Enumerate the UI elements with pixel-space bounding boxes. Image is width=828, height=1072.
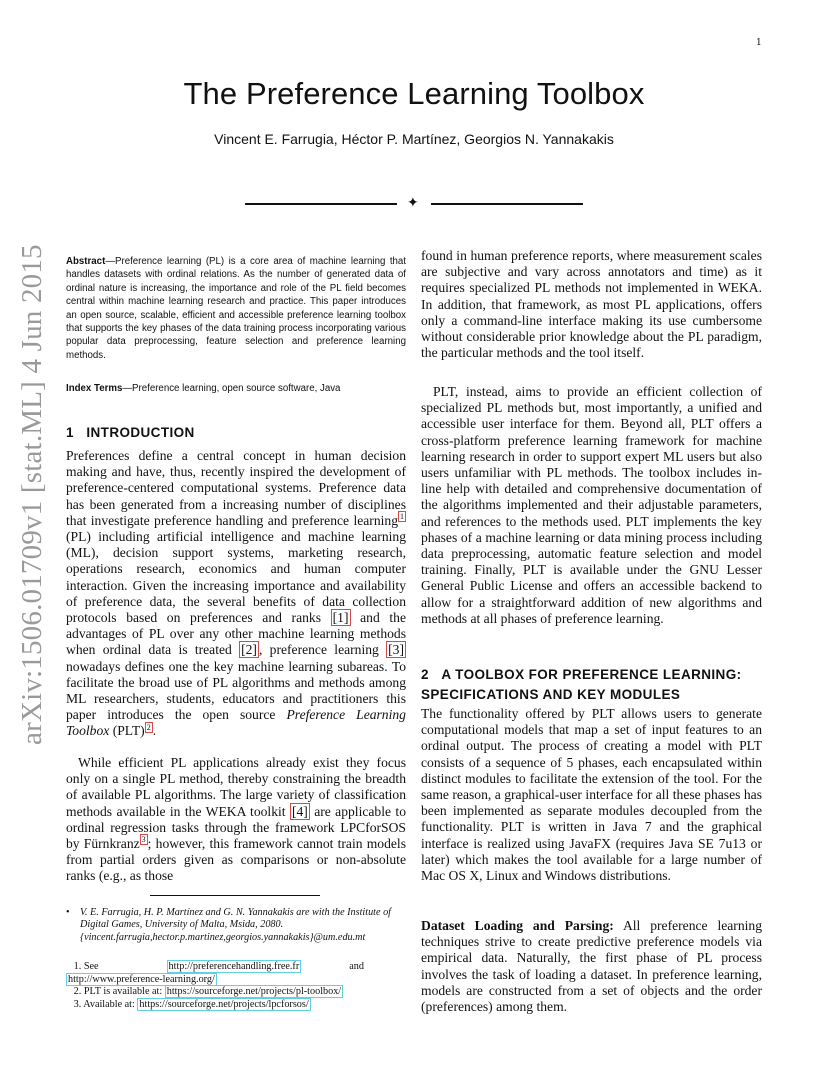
page-number: 1 bbox=[756, 38, 762, 48]
section-2-number: 2 bbox=[421, 667, 429, 682]
title-divider bbox=[245, 195, 585, 211]
divider-star-icon: ✦ bbox=[407, 195, 419, 211]
divider-line-left bbox=[245, 203, 397, 205]
intro-paragraph-1: Preferences define a central concept in human decision making and have, thus, recently inspired the development of preference-centered computational systems. Preference data has been generated from a increasing number of disciplines that investigate preference handling and preference learning $^1$ (PL) including artificial intelligence and machine learning (ML), decision support systems, marketing research, operations research, economics and human computer interaction. Given the increasing importance and availability of preference data, the several benefits of data collection protocols based on preferences and ranks [1] and the advantages of PL over any other machine learning methods when ordinal data is treated [2] , preference learning [3] nowadays defines one the key machine learning subareas. To facilitate the broad use of PL algorithms and methods among ML researchers, students, educators and practitioners this paper introduces the open source Preference Learning Toolbox (PLT) $^2$ . bbox=[66, 448, 406, 739]
section-1-title: INTRODUCTION bbox=[86, 425, 195, 440]
citation-1[interactable]: [1] bbox=[332, 610, 349, 626]
section-1-number: 1 bbox=[66, 425, 74, 440]
citation-2[interactable]: [2] bbox=[241, 642, 257, 658]
divider-line-right bbox=[431, 203, 583, 205]
right-paragraph-2: PLT, instead, aims to provide an efficient collection of specialized PL methods but, most importantly, a unified and accessible user interface for them. Beyond all, PLT offers a cross-platform preference learning framework for machine learning research in order to support expert ML users but also users unfamiliar with PL methods. The toolbox includes in-line help with detailed and comprehensive documentation of the algorithms implemented and their adjustable parameters, and references to the methods used. PLT implements the key phases of a machine learning or data mining process including data preprocessing, automatic feature selection and model training. Finally, PLT is available under the GNU Lesser General Public License and offers an accessible backend to allow for a straightforward addition of new algorithms and methods at all phases of preference learning. bbox=[421, 384, 762, 626]
right-paragraph-1: found in human preference reports, where measurement scales are subjective and vary across annotators and time) as it requires specialized PL methods not implemented in WEKA. In addition, that framework, as most PL applications, offers only a command-line interface making its use cumbersome without considerable prior knowledge about the PL paradigm, the particular methods and the tool itself. bbox=[421, 248, 762, 361]
footnote-1-link[interactable]: http://preferencehandling.free.fr bbox=[168, 961, 300, 972]
footnote-ref-1[interactable]: 1 bbox=[400, 512, 404, 522]
footnote-rule bbox=[150, 895, 320, 896]
footnote-ref-2[interactable]: 2 bbox=[146, 722, 151, 732]
footnote-2: 2. PLT is available at: https://sourceforge.net/projects/pl-toolbox/ bbox=[73, 986, 342, 998]
footnotes bbox=[66, 961, 408, 1011]
section-2-heading bbox=[421, 665, 742, 705]
abstract bbox=[66, 255, 406, 362]
paper-title: The Preference Learning Toolbox bbox=[183, 76, 645, 111]
toolbox-name: Preference Learning Toolbox bbox=[66, 707, 406, 739]
abstract-label: Abstract bbox=[66, 256, 106, 267]
section-2-title-line1: A TOOLBOX FOR PREFERENCE LEARNING: bbox=[441, 667, 742, 682]
author-emails: {vincent.farrugia,hector.p.martinez,georgios.yannakakis}@um.edu.mt bbox=[80, 931, 366, 943]
right-paragraph-4: Dataset Loading and Parsing: All preference learning techniques strive to create predictive preference models via empirical data. Naturally, the first phase of PL process involves the task of loading a dataset. In preference learning, models are constructed from a set of objects and the order (preferences) among them. bbox=[421, 918, 763, 1015]
paper-authors: Vincent E. Farrugia, Héctor P. Martínez, Georgios N. Yannakakis bbox=[214, 131, 614, 147]
citation-4[interactable]: [4] bbox=[291, 803, 308, 819]
footnote-2-link[interactable]: https://sourceforge.net/projects/pl-toolbox/ bbox=[166, 986, 342, 998]
index-terms bbox=[66, 382, 406, 395]
right-paragraph-3: The functionality offered by PLT allows users to generate computational models that map a set of input features to an ordinal output. The process of creating a model with PLT consists of a sequence of 5 phases, each encapsulated within distinct modules to facilitate the extension of the tool. For the same reason, a graphical-user interface for all these phases has been implemented as separate modules decoupled from the functionality. PLT is written in Java 7 and the graphical interface is realized using JavaFX (requires Java SE 7u13 or later) which makes the tool available for a large number of Mac OS X, Linux and Windows distributions. bbox=[421, 706, 762, 884]
affiliation-text: V. E. Farrugia, H. P. Martínez and G. N. Yannakakis are with the Institute of Digital Games, University of Malta, Msida, 2080. bbox=[80, 907, 392, 931]
section-1-heading bbox=[66, 425, 195, 440]
section-2-title-line2: SPECIFICATIONS AND KEY MODULES bbox=[421, 687, 681, 702]
footnote-3: 3. Available at: https://sourceforge.net/projects/lpcforsos/ bbox=[73, 998, 309, 1010]
arxiv-stamp: arXiv:1506.01709v1 [stat.ML] 4 Jun 2015 bbox=[16, 244, 48, 745]
author-affiliation bbox=[66, 907, 406, 944]
citation-3[interactable]: [3] bbox=[388, 642, 404, 658]
index-terms-label: Index Terms bbox=[66, 383, 123, 394]
bullet-icon: • bbox=[66, 907, 70, 918]
abstract-text: —Preference learning (PL) is a core area of machine learning that handles datasets with ordinal relations. As the number of generated data of ordinal nature is increasing, the importance and role of the PL field becomes central within machine learning research and practice. This paper introduces an open source, scalable, efficient and accessible preference learning toolbox that supports the key phases of the data training process incorporating various popular data preprocessing, feature selection and preference learning methods. bbox=[66, 256, 406, 361]
footnote-1: 1. See http://preferencehandling.free.fr and bbox=[73, 961, 364, 972]
intro-paragraph-2: While efficient PL applications already exist they focus only on a single PL method, thereby constraining the breadth of available PL algorithms. The large variety of classification methods available in the WEKA toolkit [4] are applicable to ordinal regression tasks through the framework LPCforSOS by Fürnkranz $^3$ ; however, this framework cannot train models from partial orders given as comparisons or non-absolute ranks (e.g., as those bbox=[66, 755, 406, 884]
footnote-3-link[interactable]: https://sourceforge.net/projects/lpcforsos/ bbox=[139, 998, 309, 1010]
index-terms-text: —Preference learning, open source software, Java bbox=[122, 383, 341, 394]
dataset-loading-label: Dataset Loading and Parsing: bbox=[421, 918, 614, 933]
footnote-ref-3[interactable]: 3 bbox=[141, 835, 146, 845]
footnote-1-link-2[interactable]: http://www.preference-learning.org/ bbox=[68, 973, 215, 985]
